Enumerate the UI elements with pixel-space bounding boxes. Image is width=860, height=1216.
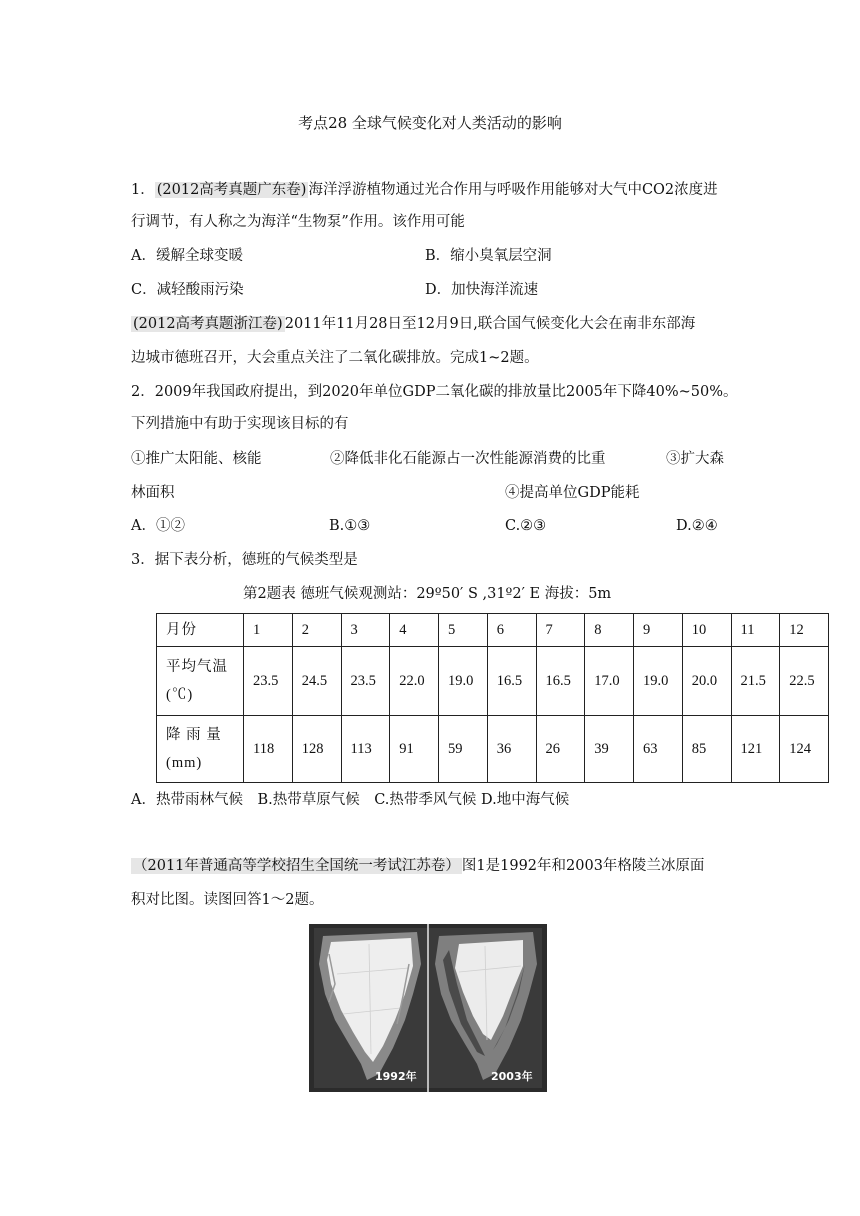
intro2-line-2: 边城市德班召开，大会重点关注了二氧化碳排放。完成1~2题。 bbox=[131, 350, 539, 366]
q1-option-c: C．减轻酸雨污染 bbox=[131, 282, 244, 298]
rain-cell: 118 bbox=[244, 716, 293, 783]
rain-cell: 26 bbox=[536, 716, 585, 783]
greenland-ice-sheet-figure bbox=[309, 924, 547, 1092]
q2-line-2: 下列措施中有助于实现该目标的有 bbox=[131, 416, 349, 432]
intro2-source-tag: (2012高考真题浙江卷) bbox=[133, 316, 283, 332]
q2-option-b: B.①③ bbox=[329, 518, 371, 534]
q2-option-c: C.②③ bbox=[505, 518, 547, 534]
intro2-text-a: 2011年11月28日至12月9日,联合国气候变化大会在南非东部海 bbox=[284, 316, 696, 332]
q2-option-a: A．①② bbox=[131, 518, 185, 534]
table-header-cell: 9 bbox=[634, 614, 683, 647]
q2-measure-2: ②降低非化石能源占一次性能源消费的比重 bbox=[330, 451, 606, 467]
temp-cell: 16.5 bbox=[487, 647, 536, 716]
q2-line-1: 2．2009年我国政府提出，到2020年单位GDP二氧化碳的排放量比2005年下降40%~50%。 bbox=[131, 384, 738, 400]
q1-line-1 bbox=[131, 180, 718, 200]
table-header-cell: 5 bbox=[439, 614, 488, 647]
q1-source-tag: (2012高考真题广东卷) bbox=[156, 182, 307, 198]
temp-cell: 22.0 bbox=[390, 647, 439, 716]
temp-cell: 23.5 bbox=[341, 647, 390, 716]
rain-cell: 124 bbox=[780, 716, 829, 783]
q1-option-d: D．加快海洋流速 bbox=[425, 282, 539, 298]
table-header-cell: 7 bbox=[536, 614, 585, 647]
q2-option-d: D.②④ bbox=[676, 518, 718, 534]
q2-measure-4: ④提高单位GDP能耗 bbox=[505, 485, 640, 501]
intro3-line-2: 积对比图。读图回答1～2题。 bbox=[131, 892, 324, 908]
rain-label-cell: 降 雨 量(mm) bbox=[157, 716, 244, 783]
intro3-text-a: 图1是1992年和2003年格陵兰冰原面 bbox=[461, 858, 705, 874]
temp-cell: 19.0 bbox=[439, 647, 488, 716]
table-header-cell: 8 bbox=[585, 614, 634, 647]
rain-cell: 36 bbox=[487, 716, 536, 783]
temp-cell: 19.0 bbox=[634, 647, 683, 716]
q2-measure-3-cont: 林面积 bbox=[131, 485, 175, 501]
intro2-line-1 bbox=[131, 314, 695, 334]
rain-cell: 113 bbox=[341, 716, 390, 783]
temp-cell: 24.5 bbox=[292, 647, 341, 716]
table-header-cell: 10 bbox=[682, 614, 731, 647]
table-header-cell: 3 bbox=[341, 614, 390, 647]
intro3-line-1 bbox=[131, 856, 704, 876]
rain-cell: 128 bbox=[292, 716, 341, 783]
q1-option-a: A．缓解全球变暖 bbox=[131, 248, 243, 264]
rain-cell: 39 bbox=[585, 716, 634, 783]
table-header-cell: 4 bbox=[390, 614, 439, 647]
table-row bbox=[157, 647, 829, 716]
temp-cell: 23.5 bbox=[244, 647, 293, 716]
table-header-cell: 1 bbox=[244, 614, 293, 647]
q1-option-b: B．缩小臭氧层空洞 bbox=[425, 248, 552, 264]
q3-options: A．热带雨林气候 B.热带草原气候 C.热带季风气候 D.地中海气候 bbox=[131, 792, 570, 808]
table-header-cell: 6 bbox=[487, 614, 536, 647]
table-header-cell: 12 bbox=[780, 614, 829, 647]
figure-label-2003: 2003年 bbox=[491, 1070, 533, 1083]
q2-measure-3: ③扩大森 bbox=[666, 451, 724, 467]
rain-cell: 59 bbox=[439, 716, 488, 783]
rain-cell: 85 bbox=[682, 716, 731, 783]
temp-label-cell: 平均气温(℃) bbox=[157, 647, 244, 716]
table-row bbox=[157, 614, 829, 647]
q3-stem: 3．据下表分析，德班的气候类型是 bbox=[131, 552, 358, 568]
rain-cell: 91 bbox=[390, 716, 439, 783]
table-header-cell: 11 bbox=[731, 614, 780, 647]
greenland-maps-svg bbox=[309, 924, 547, 1092]
q1-text-a: 海洋浮游植物通过光合作用与呼吸作用能够对大气中CO2浓度进 bbox=[308, 182, 718, 198]
q2-measure-1: ①推广太阳能、核能 bbox=[131, 451, 262, 467]
rain-cell: 121 bbox=[731, 716, 780, 783]
temp-cell: 22.5 bbox=[780, 647, 829, 716]
temp-cell: 16.5 bbox=[536, 647, 585, 716]
q1-number: 1． bbox=[131, 182, 155, 198]
page-title: 考点28 全球气候变化对人类活动的影响 bbox=[298, 114, 562, 132]
table-caption: 第2题表 德班气候观测站：29º50′ S ,31º2′ E 海拔：5m bbox=[243, 586, 612, 602]
temp-cell: 17.0 bbox=[585, 647, 634, 716]
q1-line-2: 行调节，有人称之为海洋“生物泵”作用。该作用可能 bbox=[131, 214, 465, 230]
intro3-source-tag: （2011年普通高等学校招生全国统一考试江苏卷） bbox=[133, 858, 460, 874]
temp-cell: 21.5 bbox=[731, 647, 780, 716]
climate-table bbox=[156, 613, 829, 783]
table-header-cell: 月份 bbox=[157, 614, 244, 647]
temp-cell: 20.0 bbox=[682, 647, 731, 716]
rain-cell: 63 bbox=[634, 716, 683, 783]
figure-label-1992: 1992年 bbox=[375, 1070, 417, 1083]
table-header-cell: 2 bbox=[292, 614, 341, 647]
table-row bbox=[157, 716, 829, 783]
